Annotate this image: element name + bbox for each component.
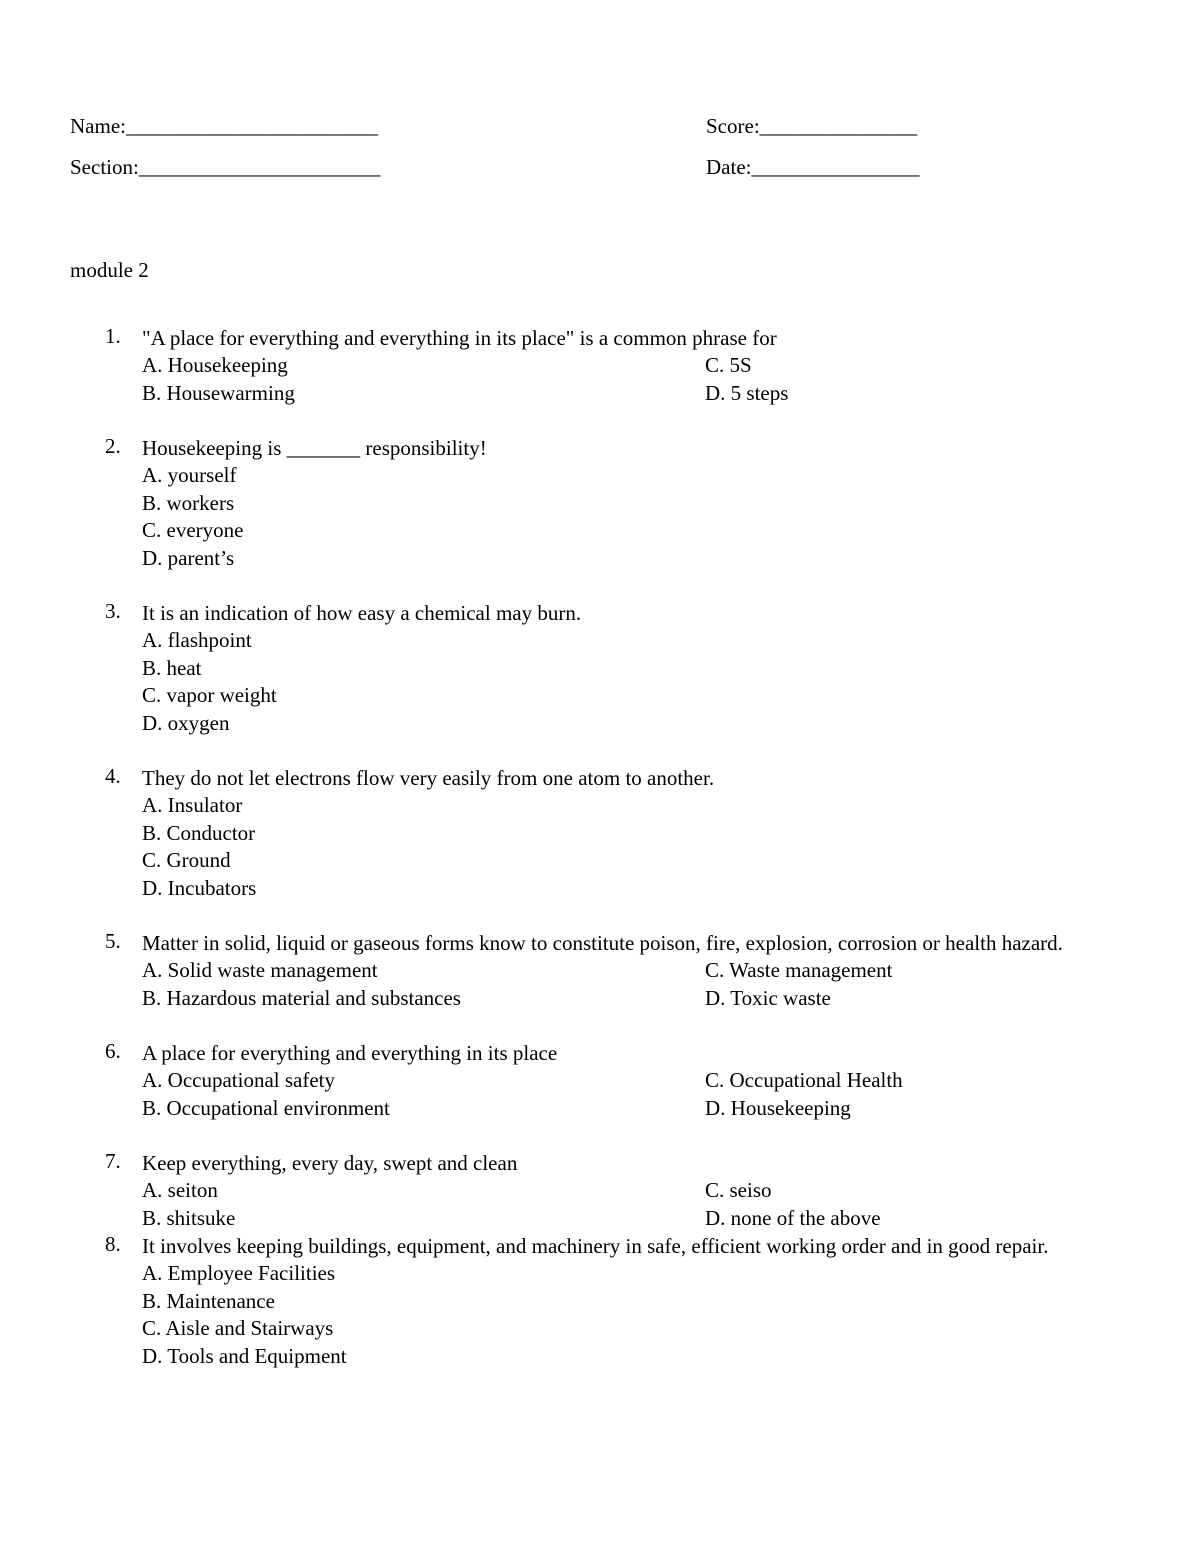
- option: D. Tools and Equipment: [142, 1343, 347, 1368]
- option: A. Occupational safety: [142, 1068, 336, 1092]
- option: C. vapor weight: [142, 683, 277, 707]
- options: [142, 1177, 1140, 1232]
- options: [142, 957, 1140, 1012]
- option: C. Waste management: [705, 958, 893, 982]
- question-text: A place for everything and everything in its place: [142, 1041, 558, 1065]
- module-title: module 2: [70, 258, 149, 282]
- option: C. Occupational Health: [705, 1068, 903, 1092]
- question-8: [70, 1232, 1140, 1370]
- option: C. everyone: [142, 518, 244, 542]
- options: [142, 627, 1140, 737]
- question-text: "A place for everything and everything in its place" is a common phrase for: [142, 326, 777, 350]
- question-3: [70, 599, 1140, 737]
- question-number: 2.: [105, 434, 121, 458]
- question-number: 7.: [105, 1149, 121, 1173]
- option: B. workers: [142, 490, 235, 515]
- options: [142, 1260, 1140, 1370]
- options: [142, 792, 1140, 902]
- question-text: Housekeeping is _______ responsibility!: [142, 436, 487, 460]
- option: A. Employee Facilities: [142, 1261, 336, 1285]
- option: B. Hazardous material and substances: [142, 985, 461, 1010]
- option: A. Solid waste management: [142, 958, 378, 982]
- option: D. none of the above: [705, 1205, 881, 1230]
- option: A. flashpoint: [142, 628, 252, 652]
- options: [142, 352, 1140, 407]
- options: [142, 1067, 1140, 1122]
- option: D. Toxic waste: [705, 985, 831, 1010]
- option: A. yourself: [142, 463, 237, 487]
- section-field: Section:_______________________: [70, 155, 381, 179]
- question-text: They do not let electrons flow very easily from one atom to another.: [142, 766, 715, 790]
- option: B. Maintenance: [142, 1288, 275, 1313]
- question-1: [70, 324, 1140, 407]
- option: C. 5S: [705, 353, 752, 377]
- option: D. oxygen: [142, 710, 230, 735]
- question-4: [70, 764, 1140, 902]
- question-number: 8.: [105, 1232, 121, 1256]
- question-text: Keep everything, every day, swept and clean: [142, 1151, 518, 1175]
- option: B. Conductor: [142, 820, 256, 845]
- score-field: Score:_______________: [706, 114, 918, 138]
- option: A. Insulator: [142, 793, 243, 817]
- question-number: 4.: [105, 764, 121, 788]
- option: A. seiton: [142, 1178, 218, 1202]
- date-field: Date:________________: [706, 155, 920, 179]
- option: C. seiso: [705, 1178, 772, 1202]
- option: C. Aisle and Stairways: [142, 1316, 334, 1340]
- option: D. 5 steps: [705, 380, 789, 405]
- question-list: [70, 324, 1140, 1397]
- option: D. parent’s: [142, 545, 235, 570]
- option: C. Ground: [142, 848, 231, 872]
- question-5: [70, 929, 1140, 1012]
- name-field: Name:________________________: [70, 114, 378, 138]
- question-text: Matter in solid, liquid or gaseous forms know to constitute poison, fire, explosion, corrosion or health hazard.: [142, 931, 1063, 955]
- options: [142, 462, 1140, 572]
- option: D. Incubators: [142, 875, 257, 900]
- question-2: [70, 434, 1140, 572]
- question-6: [70, 1039, 1140, 1122]
- question-number: 1.: [105, 324, 121, 348]
- option: B. Occupational environment: [142, 1095, 390, 1120]
- option: B. shitsuke: [142, 1205, 236, 1230]
- question-text: It involves keeping buildings, equipment, and machinery in safe, efficient working order and in good repair.: [142, 1234, 1049, 1258]
- question-7: [70, 1149, 1140, 1232]
- question-number: 6.: [105, 1039, 121, 1063]
- question-number: 5.: [105, 929, 121, 953]
- option: B. Housewarming: [142, 380, 295, 405]
- option: B. heat: [142, 655, 202, 680]
- option: D. Housekeeping: [705, 1095, 851, 1120]
- option: A. Housekeeping: [142, 353, 288, 377]
- question-number: 3.: [105, 599, 121, 623]
- question-text: It is an indication of how easy a chemical may burn.: [142, 601, 582, 625]
